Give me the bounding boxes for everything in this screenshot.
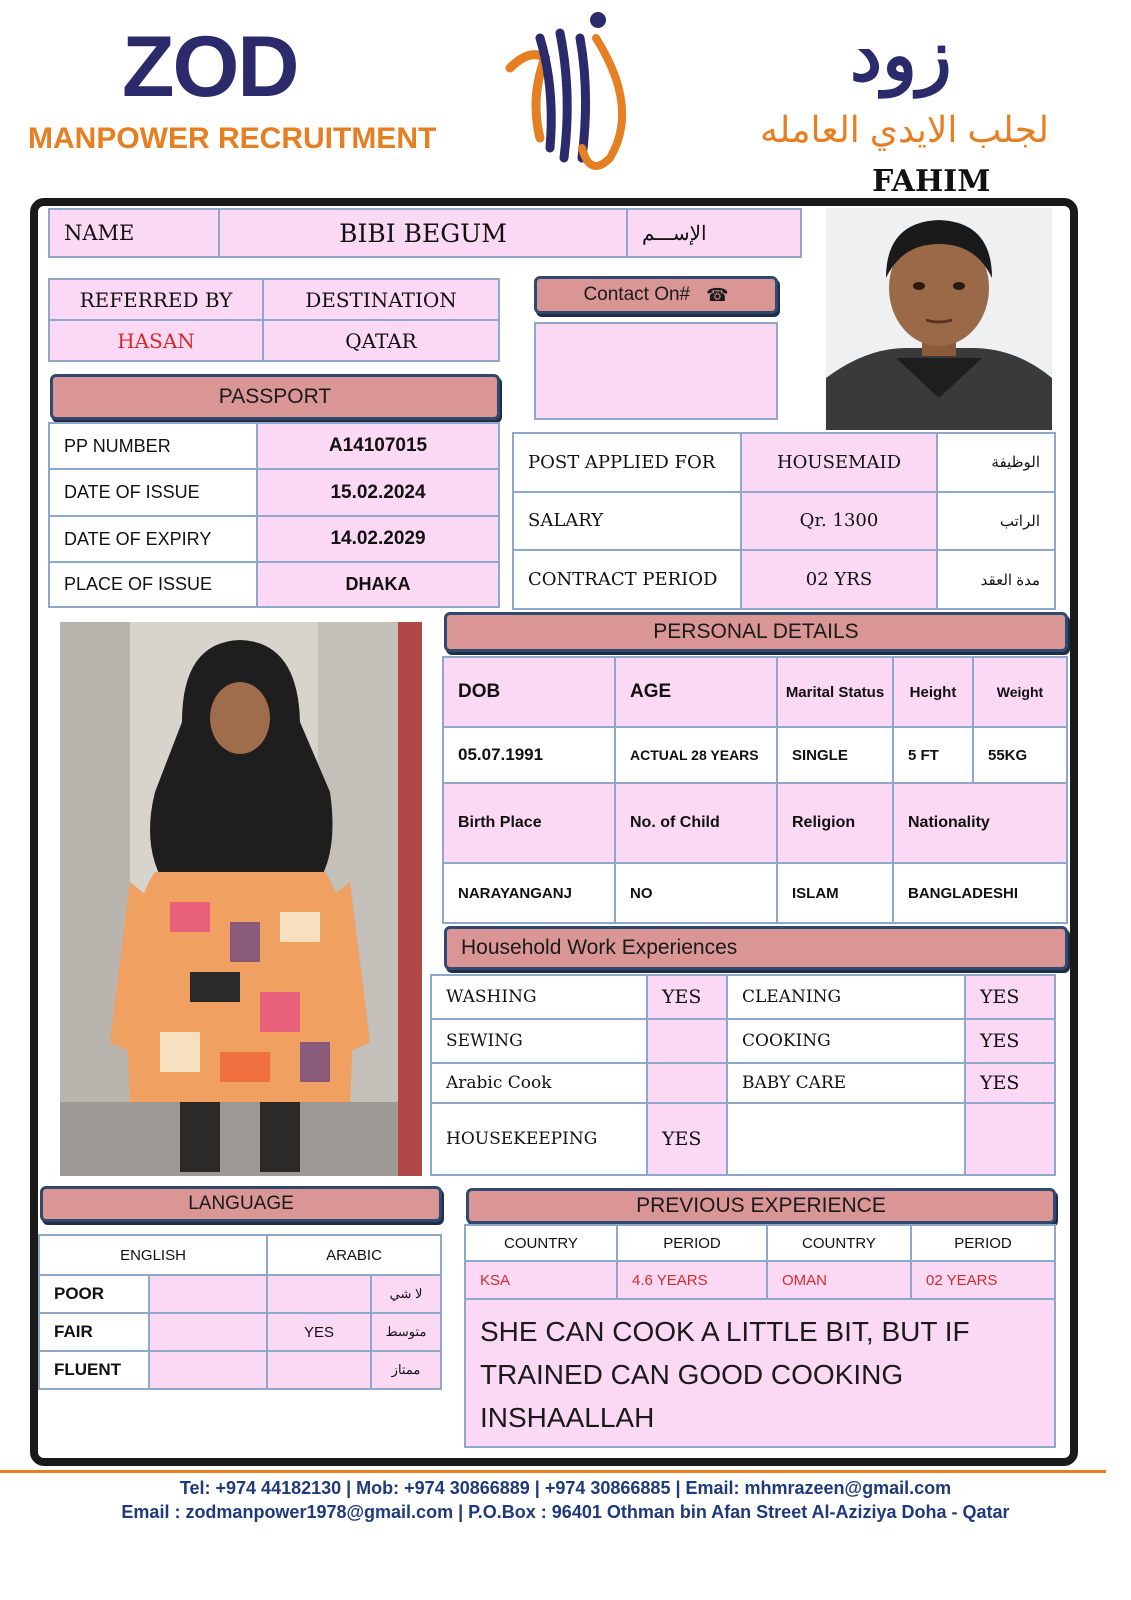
contact-header	[534, 276, 778, 314]
contract-value: 02 YRS	[741, 550, 937, 609]
sewing-label: SEWING	[431, 1019, 647, 1063]
housekeeping-label: HOUSEKEEPING	[431, 1103, 647, 1175]
weight-label: Weight	[973, 657, 1067, 727]
no-of-child-label: No. of Child	[615, 783, 777, 863]
agent-name: FAHIM	[872, 164, 991, 199]
dob-value: 05.07.1991	[443, 727, 615, 783]
salary-arabic: الراتب	[937, 492, 1055, 551]
baby-care-label: BABY CARE	[727, 1063, 965, 1103]
name-arabic-label: الإســـم	[627, 209, 801, 257]
passport-header	[50, 374, 500, 420]
previous-header	[466, 1188, 1056, 1224]
language-title: LANGUAGE	[188, 1193, 294, 1214]
birth-place-label: Birth Place	[443, 783, 615, 863]
contact-value-box	[534, 322, 778, 420]
passport-title: PASSPORT	[218, 385, 332, 408]
weight-value: 55KG	[973, 727, 1067, 783]
salary-value: Qr. 1300	[741, 492, 937, 551]
referred-by-label: REFERRED BY	[49, 279, 263, 320]
brand-subtitle: MANPOWER RECRUITMENT	[28, 122, 437, 155]
religion-label: Religion	[777, 783, 893, 863]
phone-icon: ☎	[706, 284, 729, 305]
fair-english	[149, 1313, 267, 1351]
arabic-brand: زود	[850, 16, 952, 96]
remark-text: SHE CAN COOK A LITTLE BIT, BUT IF TRAINED CAN GOOD COOKING INSHAALLAH	[480, 1316, 970, 1433]
footer-line-2: Email : zodmanpower1978@gmail.com | P.O.Box : 96401 Othman bin Afan Street Al-Aziziya Doha - Qatar	[121, 1502, 1010, 1522]
household-table	[430, 974, 1056, 1176]
profile-photo	[826, 208, 1052, 430]
place-of-issue-value: DHAKA	[257, 562, 499, 607]
salary-label: SALARY	[513, 492, 741, 551]
no-of-child-value: NO	[615, 863, 777, 923]
housekeeping-value: YES	[647, 1103, 727, 1175]
arabic-cook-value	[647, 1063, 727, 1103]
prev-period-1-value: 4.6 YEARS	[617, 1261, 767, 1299]
date-of-expiry-value: 14.02.2029	[257, 516, 499, 562]
prev-period-1-label: PERIOD	[617, 1225, 767, 1261]
prev-country-2-value: OMAN	[767, 1261, 911, 1299]
baby-care-value: YES	[965, 1063, 1055, 1103]
sewing-value	[647, 1019, 727, 1063]
post-value: HOUSEMAID	[741, 433, 937, 492]
contract-arabic: مدة العقد	[937, 550, 1055, 609]
prev-country-2-label: COUNTRY	[767, 1225, 911, 1261]
marital-value: SINGLE	[777, 727, 893, 783]
footer-divider	[0, 1470, 1106, 1473]
previous-table	[464, 1224, 1056, 1300]
household-title: Household Work Experiences	[461, 936, 738, 959]
poor-arabic-label: لا شي	[371, 1275, 441, 1313]
cleaning-value: YES	[965, 975, 1055, 1019]
referral-table	[48, 278, 500, 362]
place-of-issue-label: PLACE OF ISSUE	[49, 562, 257, 607]
passport-table	[48, 422, 500, 608]
arabic-tagline: لجلب الايدي العامله	[760, 109, 1049, 150]
poor-label: POOR	[39, 1275, 149, 1313]
pp-number-value: A14107015	[257, 423, 499, 469]
prev-period-2-value: 02 YEARS	[911, 1261, 1055, 1299]
fluent-arabic-label: ممتاز	[371, 1351, 441, 1389]
prev-period-2-label: PERIOD	[911, 1225, 1055, 1261]
date-of-expiry-label: DATE OF EXPIRY	[49, 516, 257, 562]
name-label: NAME	[49, 209, 219, 257]
destination-value: QATAR	[263, 320, 499, 361]
dob-label: DOB	[443, 657, 615, 727]
cooking-label: COOKING	[727, 1019, 965, 1063]
nationality-value: BANGLADESHI	[893, 863, 1067, 923]
personal-table	[442, 656, 1068, 924]
date-of-issue-label: DATE OF ISSUE	[49, 469, 257, 515]
religion-value: ISLAM	[777, 863, 893, 923]
arabic-label: ARABIC	[267, 1235, 441, 1275]
job-table	[512, 432, 1056, 610]
age-label: AGE	[615, 657, 777, 727]
fluent-english	[149, 1351, 267, 1389]
name-value: BIBI BEGUM	[219, 209, 627, 257]
personal-header	[444, 612, 1068, 652]
household-header	[444, 926, 1068, 970]
previous-title: PREVIOUS EXPERIENCE	[636, 1194, 886, 1217]
language-header	[40, 1186, 442, 1222]
remark-box	[464, 1298, 1056, 1448]
full-body-photo	[60, 622, 422, 1176]
fluent-label: FLUENT	[39, 1351, 149, 1389]
fair-arabic-label: متوسط	[371, 1313, 441, 1351]
contact-label: Contact On#	[583, 284, 691, 305]
height-label: Height	[893, 657, 973, 727]
prev-country-1-label: COUNTRY	[465, 1225, 617, 1261]
poor-english	[149, 1275, 267, 1313]
height-value: 5 FT	[893, 727, 973, 783]
language-table	[38, 1234, 442, 1390]
brand-title: ZOD	[122, 19, 298, 115]
cooking-value: YES	[965, 1019, 1055, 1063]
referred-by-value: HASAN	[49, 320, 263, 361]
date-of-issue-value: 15.02.2024	[257, 469, 499, 515]
english-label: ENGLISH	[39, 1235, 267, 1275]
post-arabic: الوظيفة	[937, 433, 1055, 492]
footer-line-1: Tel: +974 44182130 | Mob: +974 30866889 | +974 30866885 | Email: mhmrazeen@gmail.com	[179, 1478, 952, 1498]
destination-label: DESTINATION	[263, 279, 499, 320]
fluent-arabic	[267, 1351, 371, 1389]
household-empty-label	[727, 1103, 965, 1175]
prev-country-1-value: KSA	[465, 1261, 617, 1299]
washing-label: WASHING	[431, 975, 647, 1019]
name-table	[48, 208, 802, 258]
washing-value: YES	[647, 975, 727, 1019]
logo-icon	[500, 8, 640, 173]
household-empty-value	[965, 1103, 1055, 1175]
fair-label: FAIR	[39, 1313, 149, 1351]
pp-number-label: PP NUMBER	[49, 423, 257, 469]
age-value: ACTUAL 28 YEARS	[615, 727, 777, 783]
fair-arabic: YES	[267, 1313, 371, 1351]
personal-title: PERSONAL DETAILS	[653, 620, 859, 643]
post-label: POST APPLIED FOR	[513, 433, 741, 492]
birth-place-value: NARAYANGANJ	[443, 863, 615, 923]
marital-label: Marital Status	[777, 657, 893, 727]
arabic-cook-label: Arabic Cook	[431, 1063, 647, 1103]
contract-label: CONTRACT PERIOD	[513, 550, 741, 609]
nationality-label: Nationality	[893, 783, 1067, 863]
poor-arabic	[267, 1275, 371, 1313]
cleaning-label: CLEANING	[727, 975, 965, 1019]
